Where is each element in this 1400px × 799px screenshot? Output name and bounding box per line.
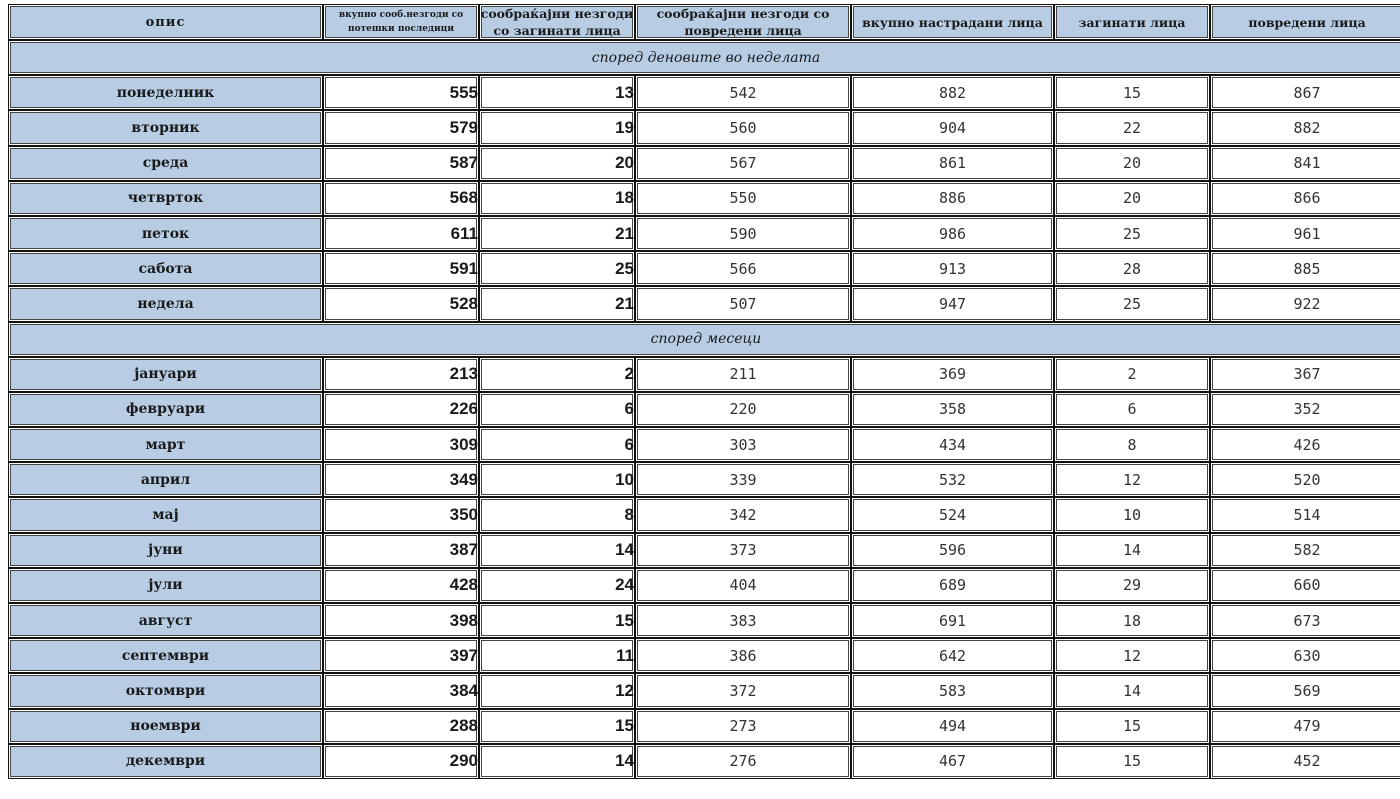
table-row <box>8 462 1400 497</box>
cell-total: 226 <box>323 392 479 427</box>
table-row <box>8 216 1400 251</box>
cell-killed: 18 <box>1054 603 1210 638</box>
cell-label: мај <box>8 497 323 532</box>
cell-killed: 15 <box>1054 744 1210 779</box>
cell-injured: 479 <box>1210 709 1400 744</box>
cell-fatal-acc: 8 <box>479 497 635 532</box>
cell-casualties: 358 <box>851 392 1054 427</box>
cell-injured: 882 <box>1210 110 1400 145</box>
cell-fatal-acc: 10 <box>479 462 635 497</box>
cell-injured-acc: 567 <box>635 146 851 181</box>
cell-label: јануари <box>8 357 323 392</box>
stats-table-container <box>8 4 1400 779</box>
cell-total: 398 <box>323 603 479 638</box>
traffic-accidents-table <box>8 4 1400 779</box>
cell-label: октомври <box>8 673 323 708</box>
cell-label: недела <box>8 286 323 321</box>
cell-injured-acc: 507 <box>635 286 851 321</box>
cell-injured: 867 <box>1210 75 1400 110</box>
table-row <box>8 673 1400 708</box>
cell-casualties: 691 <box>851 603 1054 638</box>
cell-total: 568 <box>323 181 479 216</box>
cell-casualties: 524 <box>851 497 1054 532</box>
cell-total: 387 <box>323 533 479 568</box>
cell-injured: 582 <box>1210 533 1400 568</box>
header-opis: опис <box>8 4 323 40</box>
cell-label: вторник <box>8 110 323 145</box>
table-row <box>8 638 1400 673</box>
cell-injured: 922 <box>1210 286 1400 321</box>
table-row <box>8 603 1400 638</box>
cell-killed: 8 <box>1054 427 1210 462</box>
cell-total: 309 <box>323 427 479 462</box>
cell-total: 428 <box>323 568 479 603</box>
cell-label: ноември <box>8 709 323 744</box>
cell-label: јули <box>8 568 323 603</box>
cell-label: декември <box>8 744 323 779</box>
cell-killed: 15 <box>1054 709 1210 744</box>
cell-label: септември <box>8 638 323 673</box>
cell-injured: 452 <box>1210 744 1400 779</box>
cell-total: 290 <box>323 744 479 779</box>
cell-killed: 28 <box>1054 251 1210 286</box>
cell-total: 579 <box>323 110 479 145</box>
cell-injured-acc: 276 <box>635 744 851 779</box>
cell-label: март <box>8 427 323 462</box>
table-body <box>8 40 1400 779</box>
cell-injured-acc: 303 <box>635 427 851 462</box>
cell-fatal-acc: 14 <box>479 533 635 568</box>
cell-fatal-acc: 18 <box>479 181 635 216</box>
cell-label: сабота <box>8 251 323 286</box>
cell-label: четврток <box>8 181 323 216</box>
cell-killed: 14 <box>1054 533 1210 568</box>
cell-killed: 29 <box>1054 568 1210 603</box>
table-row <box>8 110 1400 145</box>
cell-injured: 367 <box>1210 357 1400 392</box>
cell-injured-acc: 372 <box>635 673 851 708</box>
cell-injured-acc: 383 <box>635 603 851 638</box>
table-row <box>8 75 1400 110</box>
cell-injured: 961 <box>1210 216 1400 251</box>
cell-casualties: 882 <box>851 75 1054 110</box>
cell-label: февруари <box>8 392 323 427</box>
cell-fatal-acc: 6 <box>479 427 635 462</box>
cell-fatal-acc: 24 <box>479 568 635 603</box>
cell-casualties: 583 <box>851 673 1054 708</box>
section-header-row <box>8 40 1400 75</box>
header-accidents-injured: сообраќајни незгоди со повредени лица <box>635 4 851 40</box>
cell-fatal-acc: 15 <box>479 709 635 744</box>
cell-total: 587 <box>323 146 479 181</box>
cell-killed: 15 <box>1054 75 1210 110</box>
cell-injured: 514 <box>1210 497 1400 532</box>
cell-killed: 20 <box>1054 181 1210 216</box>
cell-killed: 14 <box>1054 673 1210 708</box>
table-row <box>8 181 1400 216</box>
table-row <box>8 146 1400 181</box>
cell-total: 349 <box>323 462 479 497</box>
cell-injured: 426 <box>1210 427 1400 462</box>
cell-casualties: 369 <box>851 357 1054 392</box>
cell-casualties: 904 <box>851 110 1054 145</box>
header-injured: повредени лица <box>1210 4 1400 40</box>
cell-injured: 569 <box>1210 673 1400 708</box>
cell-casualties: 532 <box>851 462 1054 497</box>
table-row <box>8 709 1400 744</box>
cell-killed: 25 <box>1054 286 1210 321</box>
cell-label: среда <box>8 146 323 181</box>
cell-casualties: 642 <box>851 638 1054 673</box>
cell-total: 350 <box>323 497 479 532</box>
header-accidents-fatal: сообраќајни незгоди со загинати лица <box>480 6 634 38</box>
table-row <box>8 357 1400 392</box>
cell-injured-acc: 404 <box>635 568 851 603</box>
cell-casualties: 947 <box>851 286 1054 321</box>
cell-total: 528 <box>323 286 479 321</box>
cell-injured-acc: 220 <box>635 392 851 427</box>
cell-total: 288 <box>323 709 479 744</box>
cell-fatal-acc: 21 <box>479 216 635 251</box>
table-row <box>8 286 1400 321</box>
cell-injured-acc: 550 <box>635 181 851 216</box>
cell-injured: 660 <box>1210 568 1400 603</box>
section-header-row <box>8 322 1400 357</box>
cell-casualties: 494 <box>851 709 1054 744</box>
table-row <box>8 533 1400 568</box>
cell-injured-acc: 590 <box>635 216 851 251</box>
cell-injured: 673 <box>1210 603 1400 638</box>
header-killed: загинати лица <box>1054 4 1210 40</box>
cell-injured-acc: 542 <box>635 75 851 110</box>
cell-injured: 520 <box>1210 462 1400 497</box>
cell-total: 591 <box>323 251 479 286</box>
cell-fatal-acc: 11 <box>479 638 635 673</box>
cell-total: 397 <box>323 638 479 673</box>
cell-killed: 6 <box>1054 392 1210 427</box>
cell-label: јуни <box>8 533 323 568</box>
cell-injured-acc: 342 <box>635 497 851 532</box>
cell-injured: 841 <box>1210 146 1400 181</box>
table-row <box>8 427 1400 462</box>
cell-casualties: 886 <box>851 181 1054 216</box>
cell-injured-acc: 566 <box>635 251 851 286</box>
table-row <box>8 392 1400 427</box>
cell-injured-acc: 211 <box>635 357 851 392</box>
cell-total: 384 <box>323 673 479 708</box>
cell-killed: 22 <box>1054 110 1210 145</box>
cell-killed: 10 <box>1054 497 1210 532</box>
cell-fatal-acc: 20 <box>479 146 635 181</box>
cell-killed: 20 <box>1054 146 1210 181</box>
cell-injured: 885 <box>1210 251 1400 286</box>
cell-fatal-acc: 12 <box>479 673 635 708</box>
cell-fatal-acc: 13 <box>479 75 635 110</box>
cell-casualties: 434 <box>851 427 1054 462</box>
cell-injured: 352 <box>1210 392 1400 427</box>
cell-injured-acc: 339 <box>635 462 851 497</box>
cell-fatal-acc: 6 <box>479 392 635 427</box>
table-row <box>8 251 1400 286</box>
cell-casualties: 596 <box>851 533 1054 568</box>
cell-total: 611 <box>323 216 479 251</box>
cell-killed: 12 <box>1054 638 1210 673</box>
cell-injured-acc: 373 <box>635 533 851 568</box>
header-total-casualties: вкупно настрадани лица <box>851 4 1054 40</box>
cell-injured-acc: 386 <box>635 638 851 673</box>
table-row <box>8 744 1400 779</box>
cell-injured-acc: 273 <box>635 709 851 744</box>
cell-casualties: 861 <box>851 146 1054 181</box>
cell-total: 555 <box>323 75 479 110</box>
cell-fatal-acc: 21 <box>479 286 635 321</box>
cell-injured-acc: 560 <box>635 110 851 145</box>
cell-killed: 25 <box>1054 216 1210 251</box>
cell-total: 213 <box>323 357 479 392</box>
cell-injured: 630 <box>1210 638 1400 673</box>
cell-label: понеделник <box>8 75 323 110</box>
table-row <box>8 497 1400 532</box>
cell-casualties: 689 <box>851 568 1054 603</box>
cell-fatal-acc: 2 <box>479 357 635 392</box>
header-row <box>8 4 1400 40</box>
table-row <box>8 568 1400 603</box>
cell-fatal-acc: 25 <box>479 251 635 286</box>
cell-casualties: 913 <box>851 251 1054 286</box>
cell-casualties: 986 <box>851 216 1054 251</box>
cell-fatal-acc: 14 <box>479 744 635 779</box>
section-title: според месеци <box>8 322 1400 357</box>
cell-label: април <box>8 462 323 497</box>
cell-label: август <box>8 603 323 638</box>
cell-casualties: 467 <box>851 744 1054 779</box>
cell-label: петок <box>8 216 323 251</box>
cell-killed: 2 <box>1054 357 1210 392</box>
section-title: според деновите во неделата <box>8 40 1400 75</box>
header-total-serious: вкупно сооб.незгоди со потешки последици <box>323 4 479 40</box>
cell-killed: 12 <box>1054 462 1210 497</box>
cell-fatal-acc: 19 <box>479 110 635 145</box>
cell-injured: 866 <box>1210 181 1400 216</box>
cell-fatal-acc: 15 <box>479 603 635 638</box>
